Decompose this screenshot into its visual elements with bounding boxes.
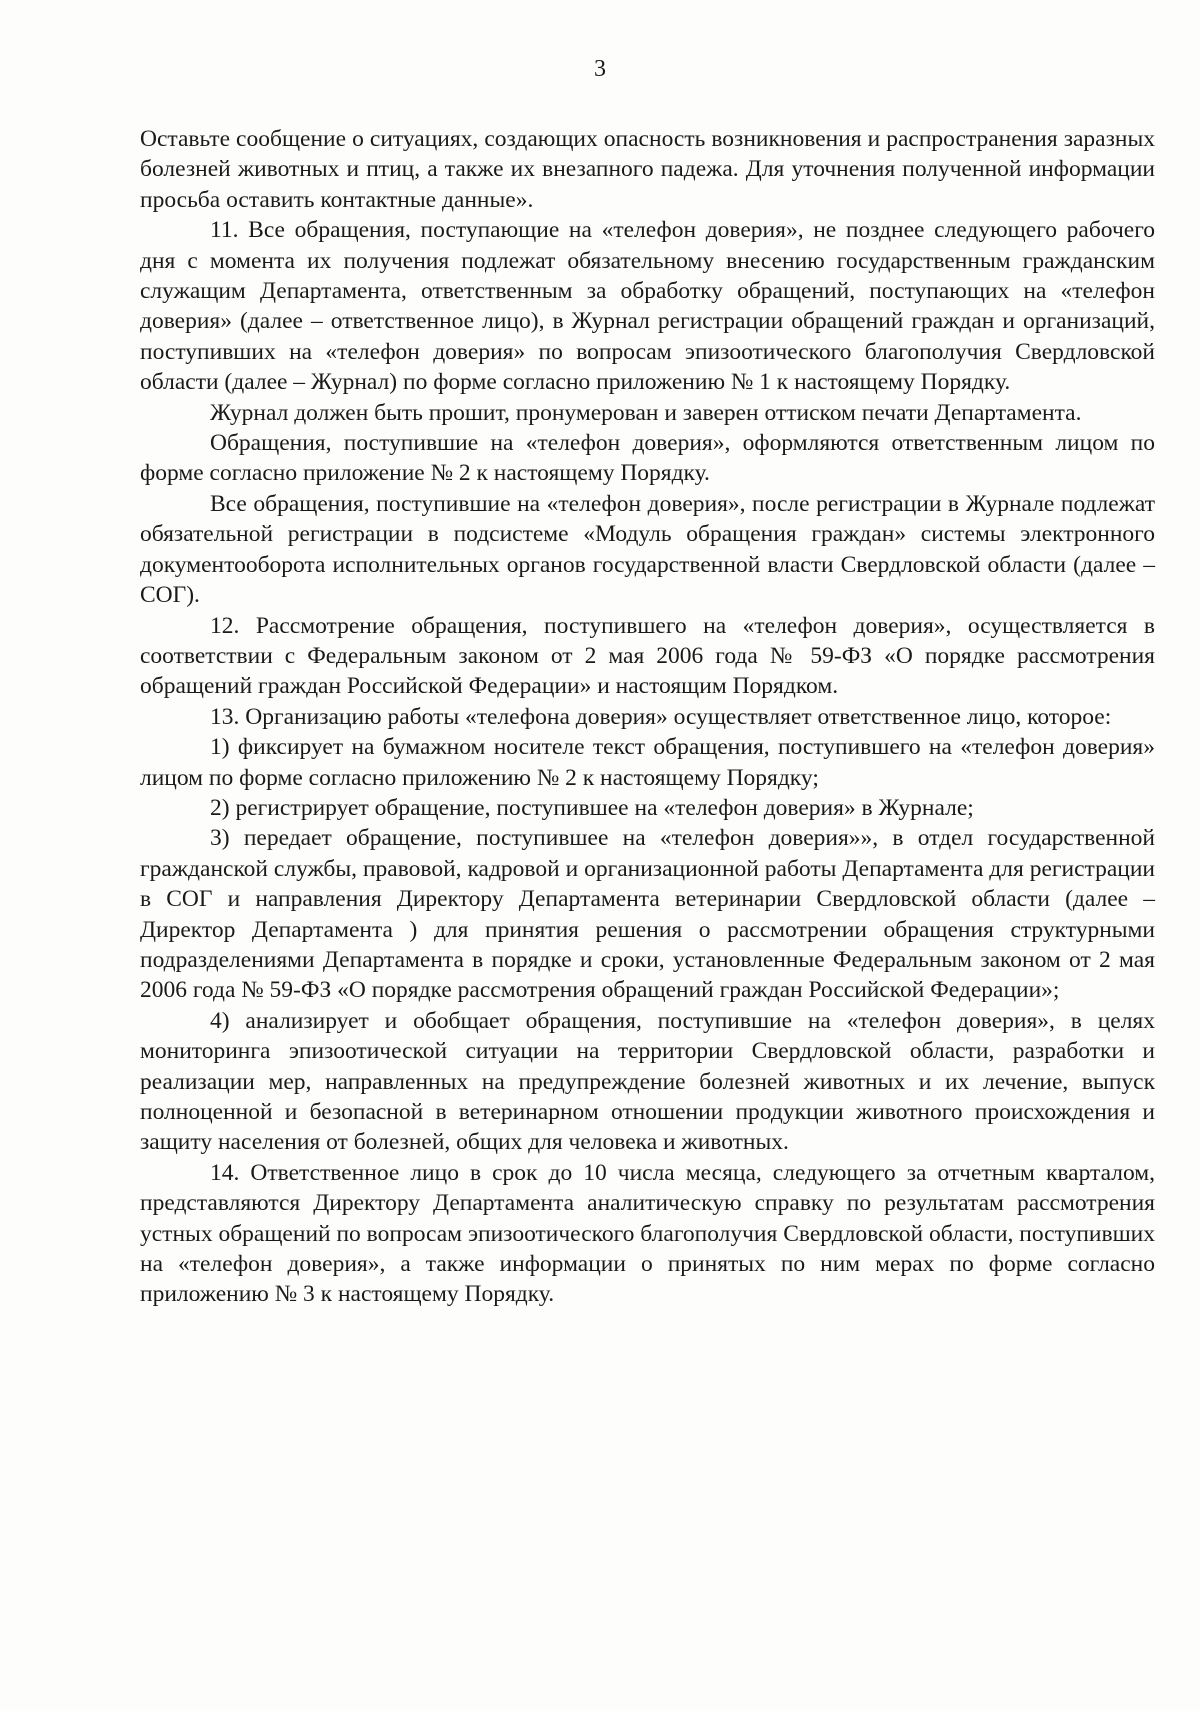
paragraph-subitem-2: 2) регистрирует обращение, поступившее на «телефон доверия» в Журнале;	[210, 794, 974, 821]
paragraph-journal-binding: Журнал должен быть прошит, пронумерован и заверен оттиском печати Департамента.	[210, 399, 1082, 426]
paragraph-item-12: 12. Рассмотрение обращения, поступившего на «телефон доверия», осуществляется в соответствии с Федеральным законом от 2 мая 2006 года № 59-ФЗ «О порядке рассмотрения обращений граждан Российской Федерации» и настоящим Порядком.	[140, 612, 1155, 700]
paragraph-item-13: 13. Организацию работы «телефона доверия» осуществляет ответственное лицо, которое:	[210, 703, 1112, 730]
paragraph-subitem-4: 4) анализирует и обобщает обращения, поступившие на «телефон доверия», в целях мониторинга эпизоотической ситуации на территории Свердловской области, разработки и реализации мер, направленных на предупреждение болезней животных и их лечение, выпуск полноценной и безопасной в ветеринарном отношении продукции животного происхождения и защиту населения от болезней, общих для человека и животных.	[140, 1007, 1155, 1156]
paragraph-registration-form: Обращения, поступившие на «телефон доверия», оформляются ответственным лицом по форме согласно приложение № 2 к настоящему Порядку.	[140, 430, 1155, 487]
paragraph-item-14: 14. Ответственное лицо в срок до 10 числа месяца, следующего за отчетным кварталом, представляются Директору Департамента аналитическую справку по результатам рассмотрения устных обращений по вопросам эпизоотического благополучия Свердловской области, поступивших на «телефон доверия», а также информации о принятых по ним мерах по форме согласно приложению № 3 к настоящему Порядку.	[140, 1159, 1155, 1308]
paragraph-subitem-1: 1) фиксирует на бумажном носителе текст обращения, поступившего на «телефон доверия» лицом по форме согласно приложению № 2 к настоящему Порядку;	[140, 734, 1155, 791]
document-body	[140, 124, 1155, 1310]
paragraph-subitem-3: 3) передает обращение, поступившее на «телефон доверия»», в отдел государственной гражданской службы, правовой, кадровой и организационной работы Департамента для регистрации в СОГ и направления Директору Департамента ветеринарии Свердловской области (далее – Директор Департамента ) для принятия решения о рассмотрении обращения структурными подразделениями Департамента в порядке и сроки, установленные Федеральным законом от 2 мая 2006 года № 59-ФЗ «О порядке рассмотрения обращений граждан Российской Федерации»;	[140, 825, 1155, 1004]
paragraph-item-11: 11. Все обращения, поступающие на «телефон доверия», не позднее следующего рабочего дня с момента их получения подлежат обязательному внесению государственным гражданским служащим Департамента, ответственным за обработку обращений, поступающих на «телефон доверия» (далее – ответственное лицо), в Журнал регистрации обращений граждан и организаций, поступивших на «телефон доверия» по вопросам эпизоотического благополучия Свердловской области (далее – Журнал) по форме согласно приложению № 1 к настоящему Порядку.	[140, 217, 1155, 396]
paragraph-continuation: Оставьте сообщение о ситуациях, создающих опасность возникновения и распространения заразных болезней животных и птиц, а также их внезапного падежа. Для уточнения полученной информации просьба оставить контактные данные».	[140, 126, 1155, 213]
page-number: 3	[594, 56, 606, 82]
paragraph-sog-registration: Все обращения, поступившие на «телефон доверия», после регистрации в Журнале подлежат обязательной регистрации в подсистеме «Модуль обращения граждан» системы электронного документооборота исполнительных органов государственной власти Свердловской области (далее – СОГ).	[140, 490, 1155, 609]
